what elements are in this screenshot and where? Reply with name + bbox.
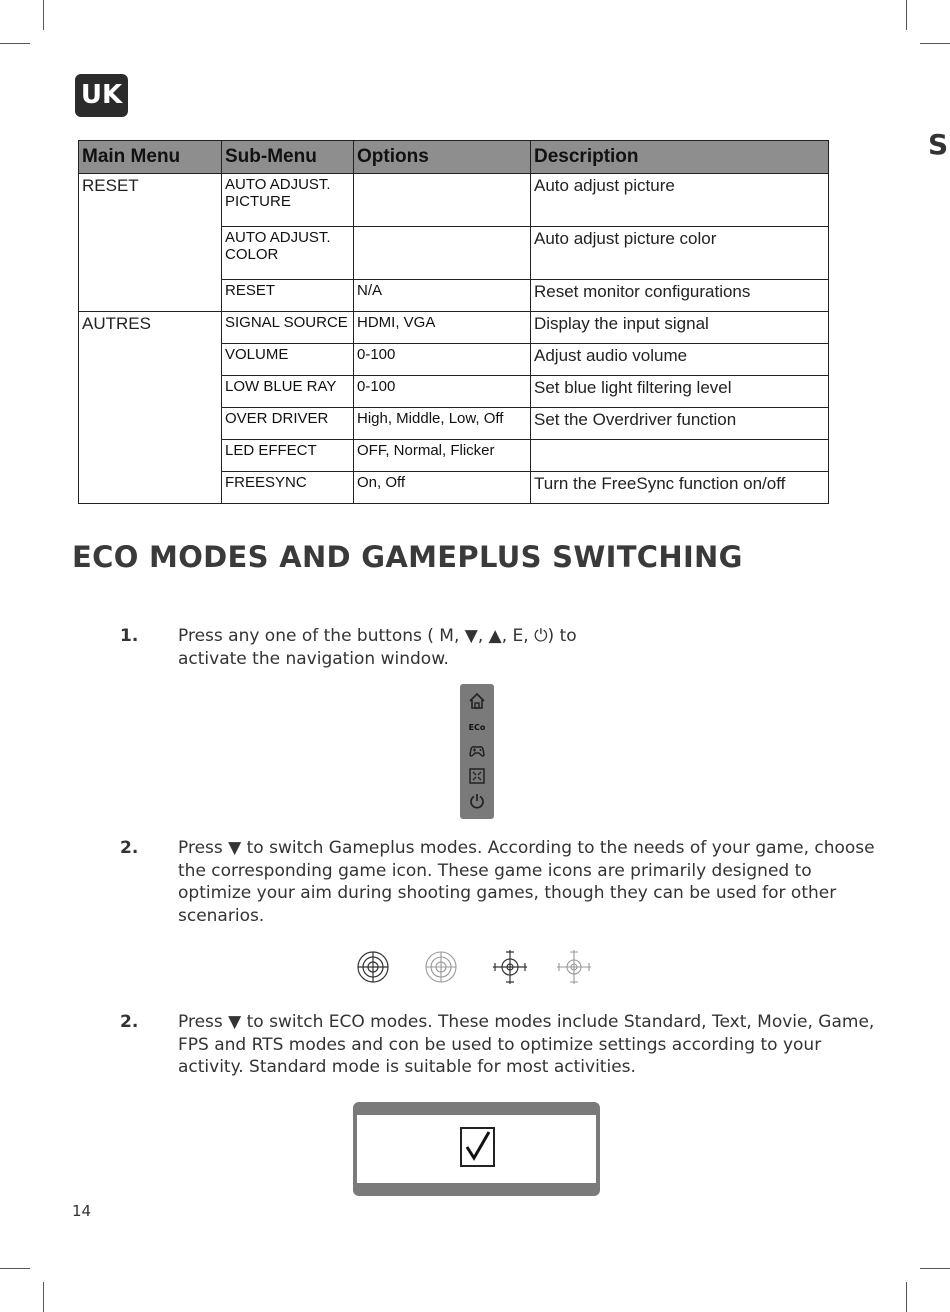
crop-mark xyxy=(0,1268,30,1269)
description-cell: Auto adjust picture color xyxy=(531,227,829,280)
description-cell: Turn the FreeSync function on/off xyxy=(531,472,829,504)
sub-menu-cell: SIGNAL SOURCE xyxy=(222,312,354,344)
sub-menu-cell: RESET xyxy=(222,280,354,312)
eco-mode-display xyxy=(357,1115,596,1183)
eco-icon xyxy=(468,717,486,735)
eco-mode-window xyxy=(353,1102,600,1196)
svg-text:ECo: ECo xyxy=(468,723,486,732)
fullscreen-icon xyxy=(468,767,486,785)
main-menu-cell: RESET xyxy=(79,174,222,312)
table-row xyxy=(79,174,829,227)
options-cell: N/A xyxy=(354,280,531,312)
table-header-row xyxy=(79,141,829,174)
step-number: 1. xyxy=(120,626,139,646)
description-cell: Set blue light filtering level xyxy=(531,376,829,408)
header-sub-menu: Sub-Menu xyxy=(222,141,354,174)
navigation-window xyxy=(460,684,494,819)
header-options: Options xyxy=(354,141,531,174)
sub-menu-cell: VOLUME xyxy=(222,344,354,376)
options-cell: HDMI, VGA xyxy=(354,312,531,344)
step-text: Press any one of the buttons ( M, ▼, ▲, E, ⏻) to activate the navigation window. xyxy=(178,626,577,669)
sub-menu-cell: OVER DRIVER xyxy=(222,408,354,440)
header-description: Description xyxy=(531,141,829,174)
crop-mark xyxy=(920,43,950,44)
crop-mark xyxy=(0,43,30,44)
page-number: 14 xyxy=(72,1202,92,1220)
options-cell: 0-100 xyxy=(354,344,531,376)
crosshair-icons-row xyxy=(350,946,610,990)
crop-mark xyxy=(906,0,907,30)
step-number: 2. xyxy=(120,1012,139,1032)
description-cell: Display the input signal xyxy=(531,312,829,344)
options-cell: High, Middle, Low, Off xyxy=(354,408,531,440)
sub-menu-cell: FREESYNC xyxy=(222,472,354,504)
crop-mark xyxy=(920,1268,950,1269)
options-cell xyxy=(354,227,531,280)
options-cell: OFF, Normal, Flicker xyxy=(354,440,531,472)
crosshair-circle-icon xyxy=(358,952,388,982)
language-badge: UK xyxy=(75,74,128,117)
gamepad-icon xyxy=(468,742,486,760)
options-cell: 0-100 xyxy=(354,376,531,408)
section-title: ECO MODES AND GAMEPLUS SWITCHING xyxy=(72,540,743,574)
table-row xyxy=(79,312,829,344)
home-icon xyxy=(468,692,486,710)
header-main-menu: Main Menu xyxy=(79,141,222,174)
crosshair-cross-icon xyxy=(493,950,527,984)
crop-mark xyxy=(43,1282,44,1312)
crop-mark xyxy=(906,1282,907,1312)
power-icon xyxy=(468,792,486,810)
sub-menu-cell: AUTO ADJUST. COLOR xyxy=(222,227,354,280)
description-cell: Adjust audio volume xyxy=(531,344,829,376)
step-text: Press ▼ to switch ECO modes. These modes include Standard, Text, Movie, Game, FPS and RTS modes and con be used to optimize settings according to your activity. Standard mode is suitable for most activities. xyxy=(178,1012,875,1078)
check-icon xyxy=(460,1127,495,1167)
description-cell: Set the Overdriver function xyxy=(531,408,829,440)
side-tab-mark: S xyxy=(928,128,949,161)
main-menu-cell: AUTRES xyxy=(79,312,222,504)
crosshair-cross-light-icon xyxy=(557,950,591,984)
sub-menu-cell: AUTO ADJUST. PICTURE xyxy=(222,174,354,227)
step-text: Press ▼ to switch Gameplus modes. According to the needs of your game, choose the corresponding game icon. These game icons are primarily designed to optimize your aim during shooting games, though they can be used for other scenarios. xyxy=(178,838,875,926)
step-number: 2. xyxy=(120,838,139,858)
menu-table xyxy=(78,140,829,504)
description-cell: Auto adjust picture xyxy=(531,174,829,227)
description-cell xyxy=(531,440,829,472)
options-cell xyxy=(354,174,531,227)
crop-mark xyxy=(43,0,44,30)
crosshair-circle-light-icon xyxy=(426,952,456,982)
options-cell: On, Off xyxy=(354,472,531,504)
sub-menu-cell: LED EFFECT xyxy=(222,440,354,472)
sub-menu-cell: LOW BLUE RAY xyxy=(222,376,354,408)
description-cell: Reset monitor configurations xyxy=(531,280,829,312)
